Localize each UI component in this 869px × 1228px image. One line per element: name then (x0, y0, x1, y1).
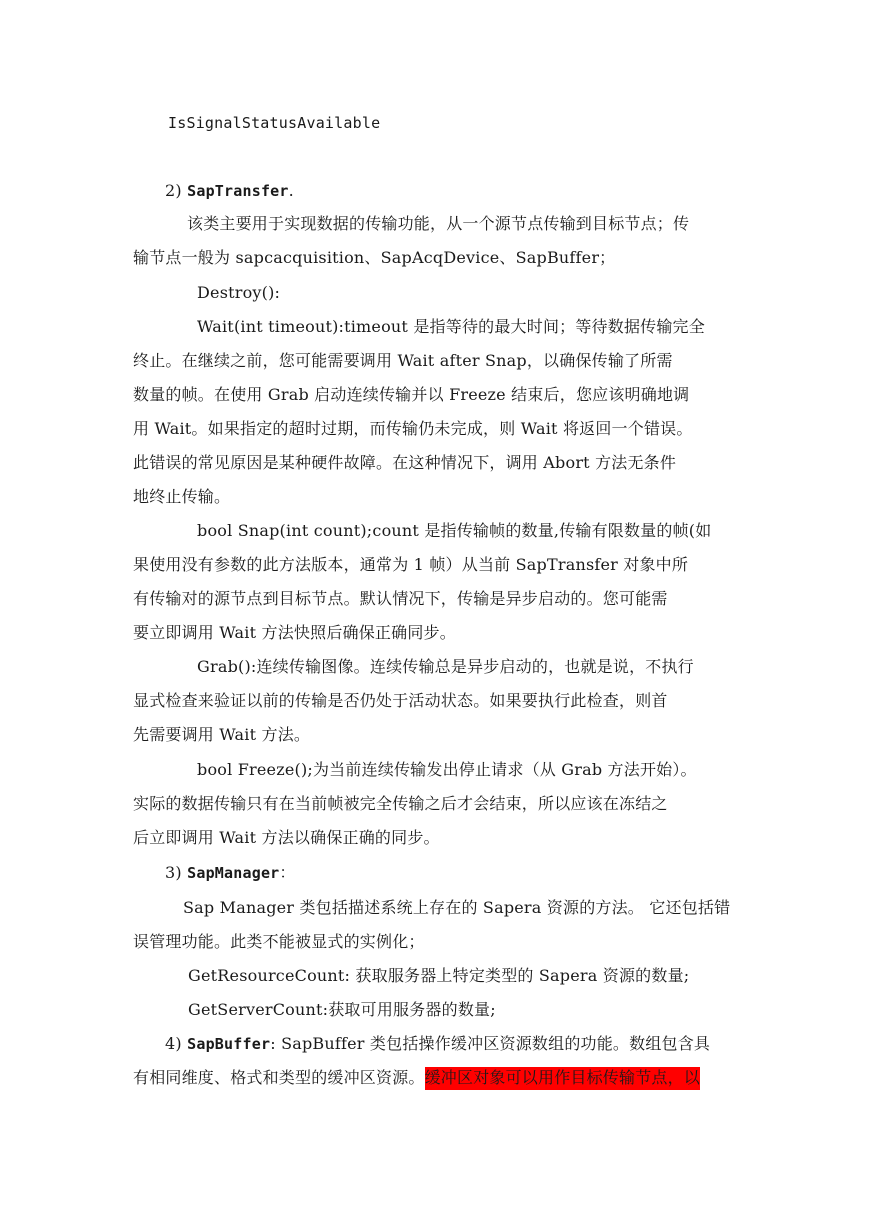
text-line: 实际的数据传输只有在当前帧被完全传输之后才会结束，所以应该在冻结之 (133, 794, 668, 813)
text-line: 要立即调用 Wait 方法快照后确保正确同步。 (133, 623, 456, 642)
section-punct: ： (279, 863, 296, 882)
text-line: Sap Manager 类包括描述系统上存在的 Sapera 资源的方法。 它还包括错 (183, 898, 731, 917)
section-heading-saptransfer (165, 180, 294, 202)
section-title: SapBuffer (187, 1035, 271, 1053)
section-heading-sapbuffer (165, 1033, 710, 1055)
text-line: GetResourceCount: 获取服务器上特定类型的 Sapera 资源的数量; (188, 966, 690, 985)
highlighted-text: 缓冲区对象可以用作目标传输节点，以 (425, 1067, 700, 1090)
text-line-with-highlight (133, 1067, 700, 1089)
text-line: 该类主要用于实现数据的传输功能，从一个源节点传输到目标节点；传 (187, 214, 690, 233)
text-line: 数量的帧。在使用 Grab 启动连续传输并以 Freeze 结束后，您应该明确地调 (133, 385, 690, 404)
text-line: 显式检查来验证以前的传输是否仍处于活动状态。如果要执行此检查，则首 (133, 691, 668, 710)
text-line: 果使用没有参数的此方法版本，通常为 1 帧）从当前 SapTransfer 对象中所 (133, 555, 689, 574)
section-heading-sapmanager (165, 862, 296, 884)
text-line: bool Snap(int count);count 是指传输帧的数量,传输有限数量的帧(如 (197, 521, 712, 540)
text-line: 误管理功能。此类不能被显式的实例化； (133, 932, 425, 951)
text-line: 此错误的常见原因是某种硬件故障。在这种情况下，调用 Abort 方法无条件 (133, 453, 677, 472)
section-number: 2) (165, 181, 188, 200)
section-number: 3) (165, 863, 188, 882)
text-line: IsSignalStatusAvailable (168, 114, 381, 132)
section-title: SapTransfer (187, 182, 289, 200)
section-title: SapManager (187, 864, 280, 882)
plain-text: 有相同维度、格式和类型的缓冲区资源。 (133, 1068, 425, 1087)
text-line: Destroy(): (197, 283, 281, 302)
text-line: 先需要调用 Wait 方法。 (133, 725, 311, 744)
text-line: Grab():连续传输图像。连续传输总是异步启动的，也就是说，不执行 (197, 657, 694, 676)
text-line: 后立即调用 Wait 方法以确保正确的同步。 (133, 828, 440, 847)
section-text: : SapBuffer 类包括操作缓冲区资源数组的功能。数组包含具 (270, 1034, 711, 1053)
text-line: Wait(int timeout):timeout 是指等待的最大时间；等待数据传输完全 (197, 317, 705, 336)
text-line: 地终止传输。 (133, 487, 231, 506)
text-line: 输节点一般为 sapcacquisition、SapAcqDevice、SapBuffer； (133, 248, 616, 267)
text-line: 终止。在继续之前，您可能需要调用 Wait after Snap，以确保传输了所需 (133, 351, 673, 370)
section-number: 4) (165, 1034, 188, 1053)
section-punct: . (288, 181, 294, 200)
text-line: 用 Wait。如果指定的超时过期，而传输仍未完成，则 Wait 将返回一个错误。 (133, 419, 693, 438)
text-line: bool Freeze();为当前连续传输发出停止请求（从 Grab 方法开始）。 (197, 760, 697, 779)
text-line: GetServerCount:获取可用服务器的数量; (188, 1000, 496, 1019)
text-line: 有传输对的源节点到目标节点。默认情况下，传输是异步启动的。您可能需 (133, 589, 668, 608)
